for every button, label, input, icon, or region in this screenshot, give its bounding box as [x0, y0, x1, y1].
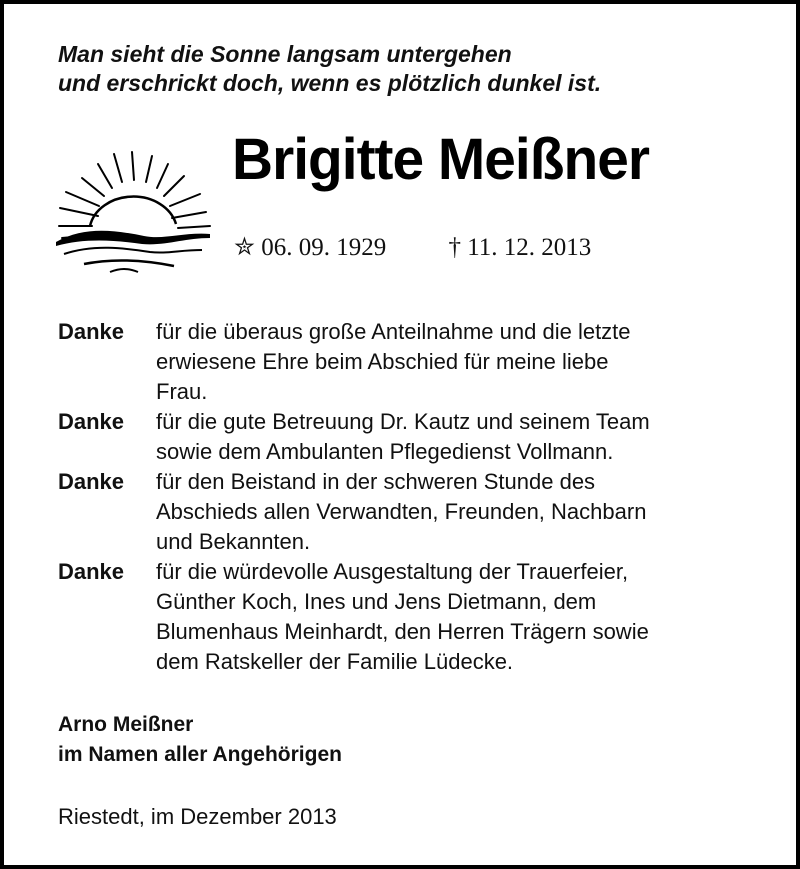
deceased-name: Brigitte Meißner	[232, 127, 649, 192]
thanks-text-line: für die würdevolle Ausgestaltung der Trauerfeier,	[156, 559, 629, 584]
signature-name: Arno Meißner	[58, 713, 194, 736]
sunset-icon	[54, 146, 214, 274]
thanks-text-line: für die überaus große Anteilnahme und die letzte	[156, 319, 631, 344]
thanks-text-line: erwiesene Ehre beim Abschied für meine liebe	[156, 349, 609, 374]
death-date: † 11. 12. 2013	[448, 234, 592, 261]
thanks-item	[58, 407, 758, 467]
thanks-list	[58, 317, 758, 677]
thanks-text-line: und Bekannten.	[156, 529, 311, 554]
thanks-label: Danke	[58, 559, 125, 584]
thanks-text-line: sowie dem Ambulanten Pflegedienst Vollmann.	[156, 439, 614, 464]
thanks-text-line: Abschieds allen Verwandten, Freunden, Nachbarn	[156, 499, 647, 524]
place-date: Riestedt, im Dezember 2013	[58, 804, 337, 829]
thanks-item	[58, 557, 758, 677]
thanks-text-line: für den Beistand in der schweren Stunde des	[156, 469, 596, 494]
thanks-text	[156, 557, 752, 677]
thanks-text	[156, 317, 752, 407]
motto	[58, 40, 778, 98]
thanks-text-line: Frau.	[156, 379, 208, 404]
thanks-text-line: dem Ratskeller der Familie Lüdecke.	[156, 649, 514, 674]
thanks-item	[58, 317, 758, 407]
birth-date: ✮ 06. 09. 1929	[234, 234, 387, 261]
motto-line-1: Man sieht die Sonne langsam untergehen	[58, 41, 512, 67]
signature-subline: im Namen aller Angehörigen	[58, 743, 342, 766]
thanks-text	[156, 407, 752, 467]
motto-line-2: und erschrickt doch, wenn es plötzlich dunkel ist.	[58, 70, 602, 96]
thanks-label: Danke	[58, 319, 125, 344]
thanks-text-line: für die gute Betreuung Dr. Kautz und seinem Team	[156, 409, 650, 434]
signature	[58, 710, 342, 770]
thanks-text	[156, 467, 752, 557]
thanks-label: Danke	[58, 409, 125, 434]
thanks-text-line: Blumenhaus Meinhardt, den Herren Trägern sowie	[156, 619, 649, 644]
life-dates	[234, 232, 591, 262]
thanks-item	[58, 467, 758, 557]
thanks-label: Danke	[58, 469, 125, 494]
thanks-text-line: Günther Koch, Ines und Jens Dietmann, dem	[156, 589, 597, 614]
